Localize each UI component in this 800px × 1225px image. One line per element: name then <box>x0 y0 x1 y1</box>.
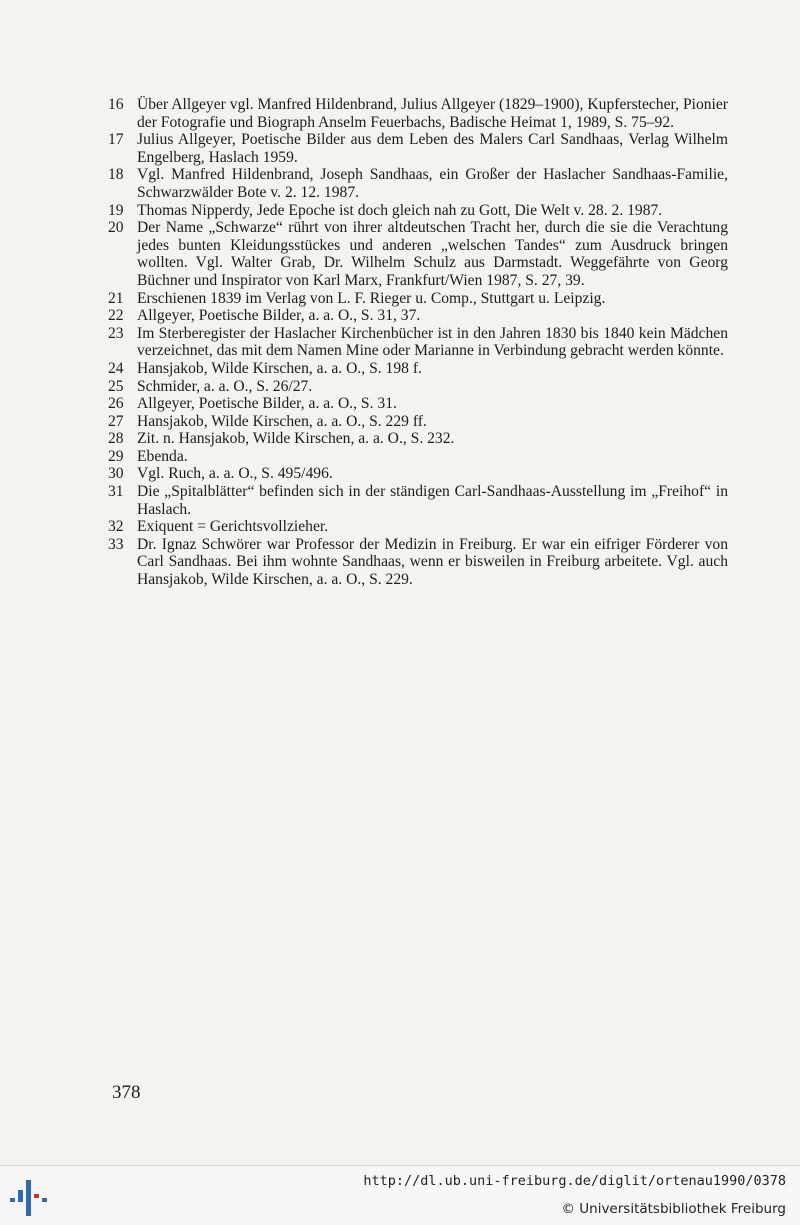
page-number: 378 <box>112 1082 141 1103</box>
footnote-text: Hansjakob, Wilde Kirschen, a. a. O., S. 198 f. <box>137 359 422 377</box>
footnote-text: Allgeyer, Poetische Bilder, a. a. O., S. 31, 37. <box>137 307 421 325</box>
footnote-number: 25 <box>108 377 124 395</box>
footnote-number: 33 <box>108 535 124 553</box>
footnote-text: Vgl. Ruch, a. a. O., S. 495/496. <box>137 465 333 483</box>
footnote-27 <box>108 413 728 431</box>
footnote-text: Der Name „Schwarze“ rührt von ihrer altdeutschen Tracht her, durch die sie die Verachtung jedes bunten Kleidungsstückes und anderen „welschen Tandes“ zum Ausdruck bringen wollten. Vgl. Walter Grab, Dr. Wilhelm Schulz aus Darmstadt. Weggefährte von Georg Büchner und Inspirator von Karl Marx, Frankfurt/Wien 1987, S. 27, 39. <box>137 219 728 289</box>
footnote-number: 21 <box>108 289 124 307</box>
footnote-number: 19 <box>108 201 124 219</box>
ub-freiburg-logo-icon[interactable] <box>6 1176 52 1220</box>
footnote-28 <box>108 430 728 448</box>
footnote-text: Zit. n. Hansjakob, Wilde Kirschen, a. a. O., S. 232. <box>137 430 455 448</box>
footnote-number: 29 <box>108 447 124 465</box>
footnote-number: 31 <box>108 483 124 501</box>
footnote-text: Schmider, a. a. O., S. 26/27. <box>137 377 313 395</box>
footnote-29 <box>108 448 728 466</box>
footnote-number: 18 <box>108 166 124 184</box>
footnote-20 <box>108 219 728 289</box>
footnote-26 <box>108 395 728 413</box>
footnote-30 <box>108 465 728 483</box>
viewer-footer <box>0 1165 800 1225</box>
footnote-number: 24 <box>108 359 124 377</box>
copyright-notice: © Universitätsbibliothek Freiburg <box>561 1201 786 1217</box>
footnote-33 <box>108 536 728 589</box>
footnote-number: 23 <box>108 324 124 342</box>
footnote-number: 30 <box>108 465 124 483</box>
footnote-text: Allgeyer, Poetische Bilder, a. a. O., S. 31. <box>137 395 397 413</box>
footnote-text: Exiquent = Gerichtsvollzieher. <box>137 518 329 536</box>
document-url[interactable]: http://dl.ub.uni-freiburg.de/diglit/ortenau1990/0378 <box>363 1173 786 1189</box>
footnote-21 <box>108 290 728 308</box>
footnote-number: 16 <box>108 96 124 113</box>
footnote-31 <box>108 483 728 518</box>
footnote-text: Die „Spitalblätter“ befinden sich in der ständigen Carl-Sandhaas-Ausstellung im „Freihof“ in Haslach. <box>137 483 728 518</box>
footnote-number: 32 <box>108 518 124 536</box>
footnote-23 <box>108 325 728 360</box>
footnote-19 <box>108 202 728 220</box>
footnote-number: 20 <box>108 219 124 237</box>
footnote-32 <box>108 518 728 536</box>
footnote-text: Thomas Nipperdy, Jede Epoche ist doch gleich nah zu Gott, Die Welt v. 28. 2. 1987. <box>137 201 663 219</box>
footnote-number: 17 <box>108 131 124 149</box>
footnote-18 <box>108 166 728 201</box>
footnote-text: Julius Allgeyer, Poetische Bilder aus dem Leben des Malers Carl Sandhaas, Verlag Wilhelm Engelberg, Haslach 1959. <box>137 131 728 166</box>
footnote-24 <box>108 360 728 378</box>
footnote-text: Vgl. Manfred Hildenbrand, Joseph Sandhaas, ein Großer der Haslacher Sandhaas-Familie, Schwarzwälder Bote v. 2. 12. 1987. <box>137 166 728 201</box>
footnotes-list <box>108 96 728 589</box>
footnote-17 <box>108 131 728 166</box>
footnote-number: 26 <box>108 395 124 413</box>
footnote-text: Dr. Ignaz Schwörer war Professor der Medizin in Freiburg. Er war ein eifriger Förderer von Carl Sandhaas. Bei ihm wohnte Sandhaas, wenn er bisweilen in Freiburg arbeitete. Vgl. auch Hansjakob, Wilde Kirschen, a. a. O., S. 229. <box>137 535 728 589</box>
footnote-number: 28 <box>108 430 124 448</box>
footnote-16 <box>108 96 728 131</box>
footnote-22 <box>108 307 728 325</box>
footnote-25 <box>108 378 728 396</box>
footnote-number: 22 <box>108 307 124 325</box>
footnote-text: Erschienen 1839 im Verlag von L. F. Rieger u. Comp., Stuttgart u. Leipzig. <box>137 289 606 307</box>
footnote-text: Im Sterberegister der Haslacher Kirchenbücher ist in den Jahren 1830 bis 1840 kein Mädchen verzeichnet, das mit dem Namen Mine oder Marianne in Verbindung gebracht werden könnte. <box>137 324 728 360</box>
footnote-text: Ebenda. <box>137 447 188 465</box>
footnote-text: Hansjakob, Wilde Kirschen, a. a. O., S. 229 ff. <box>137 412 427 430</box>
footnote-number: 27 <box>108 412 124 430</box>
footnote-text: Über Allgeyer vgl. Manfred Hildenbrand, Julius Allgeyer (1829–1900), Kupferstecher, Pionier der Fotografie und Biograph Anselm Feuerbachs, Badische Heimat 1, 1989, S. 75–92. <box>137 96 728 131</box>
